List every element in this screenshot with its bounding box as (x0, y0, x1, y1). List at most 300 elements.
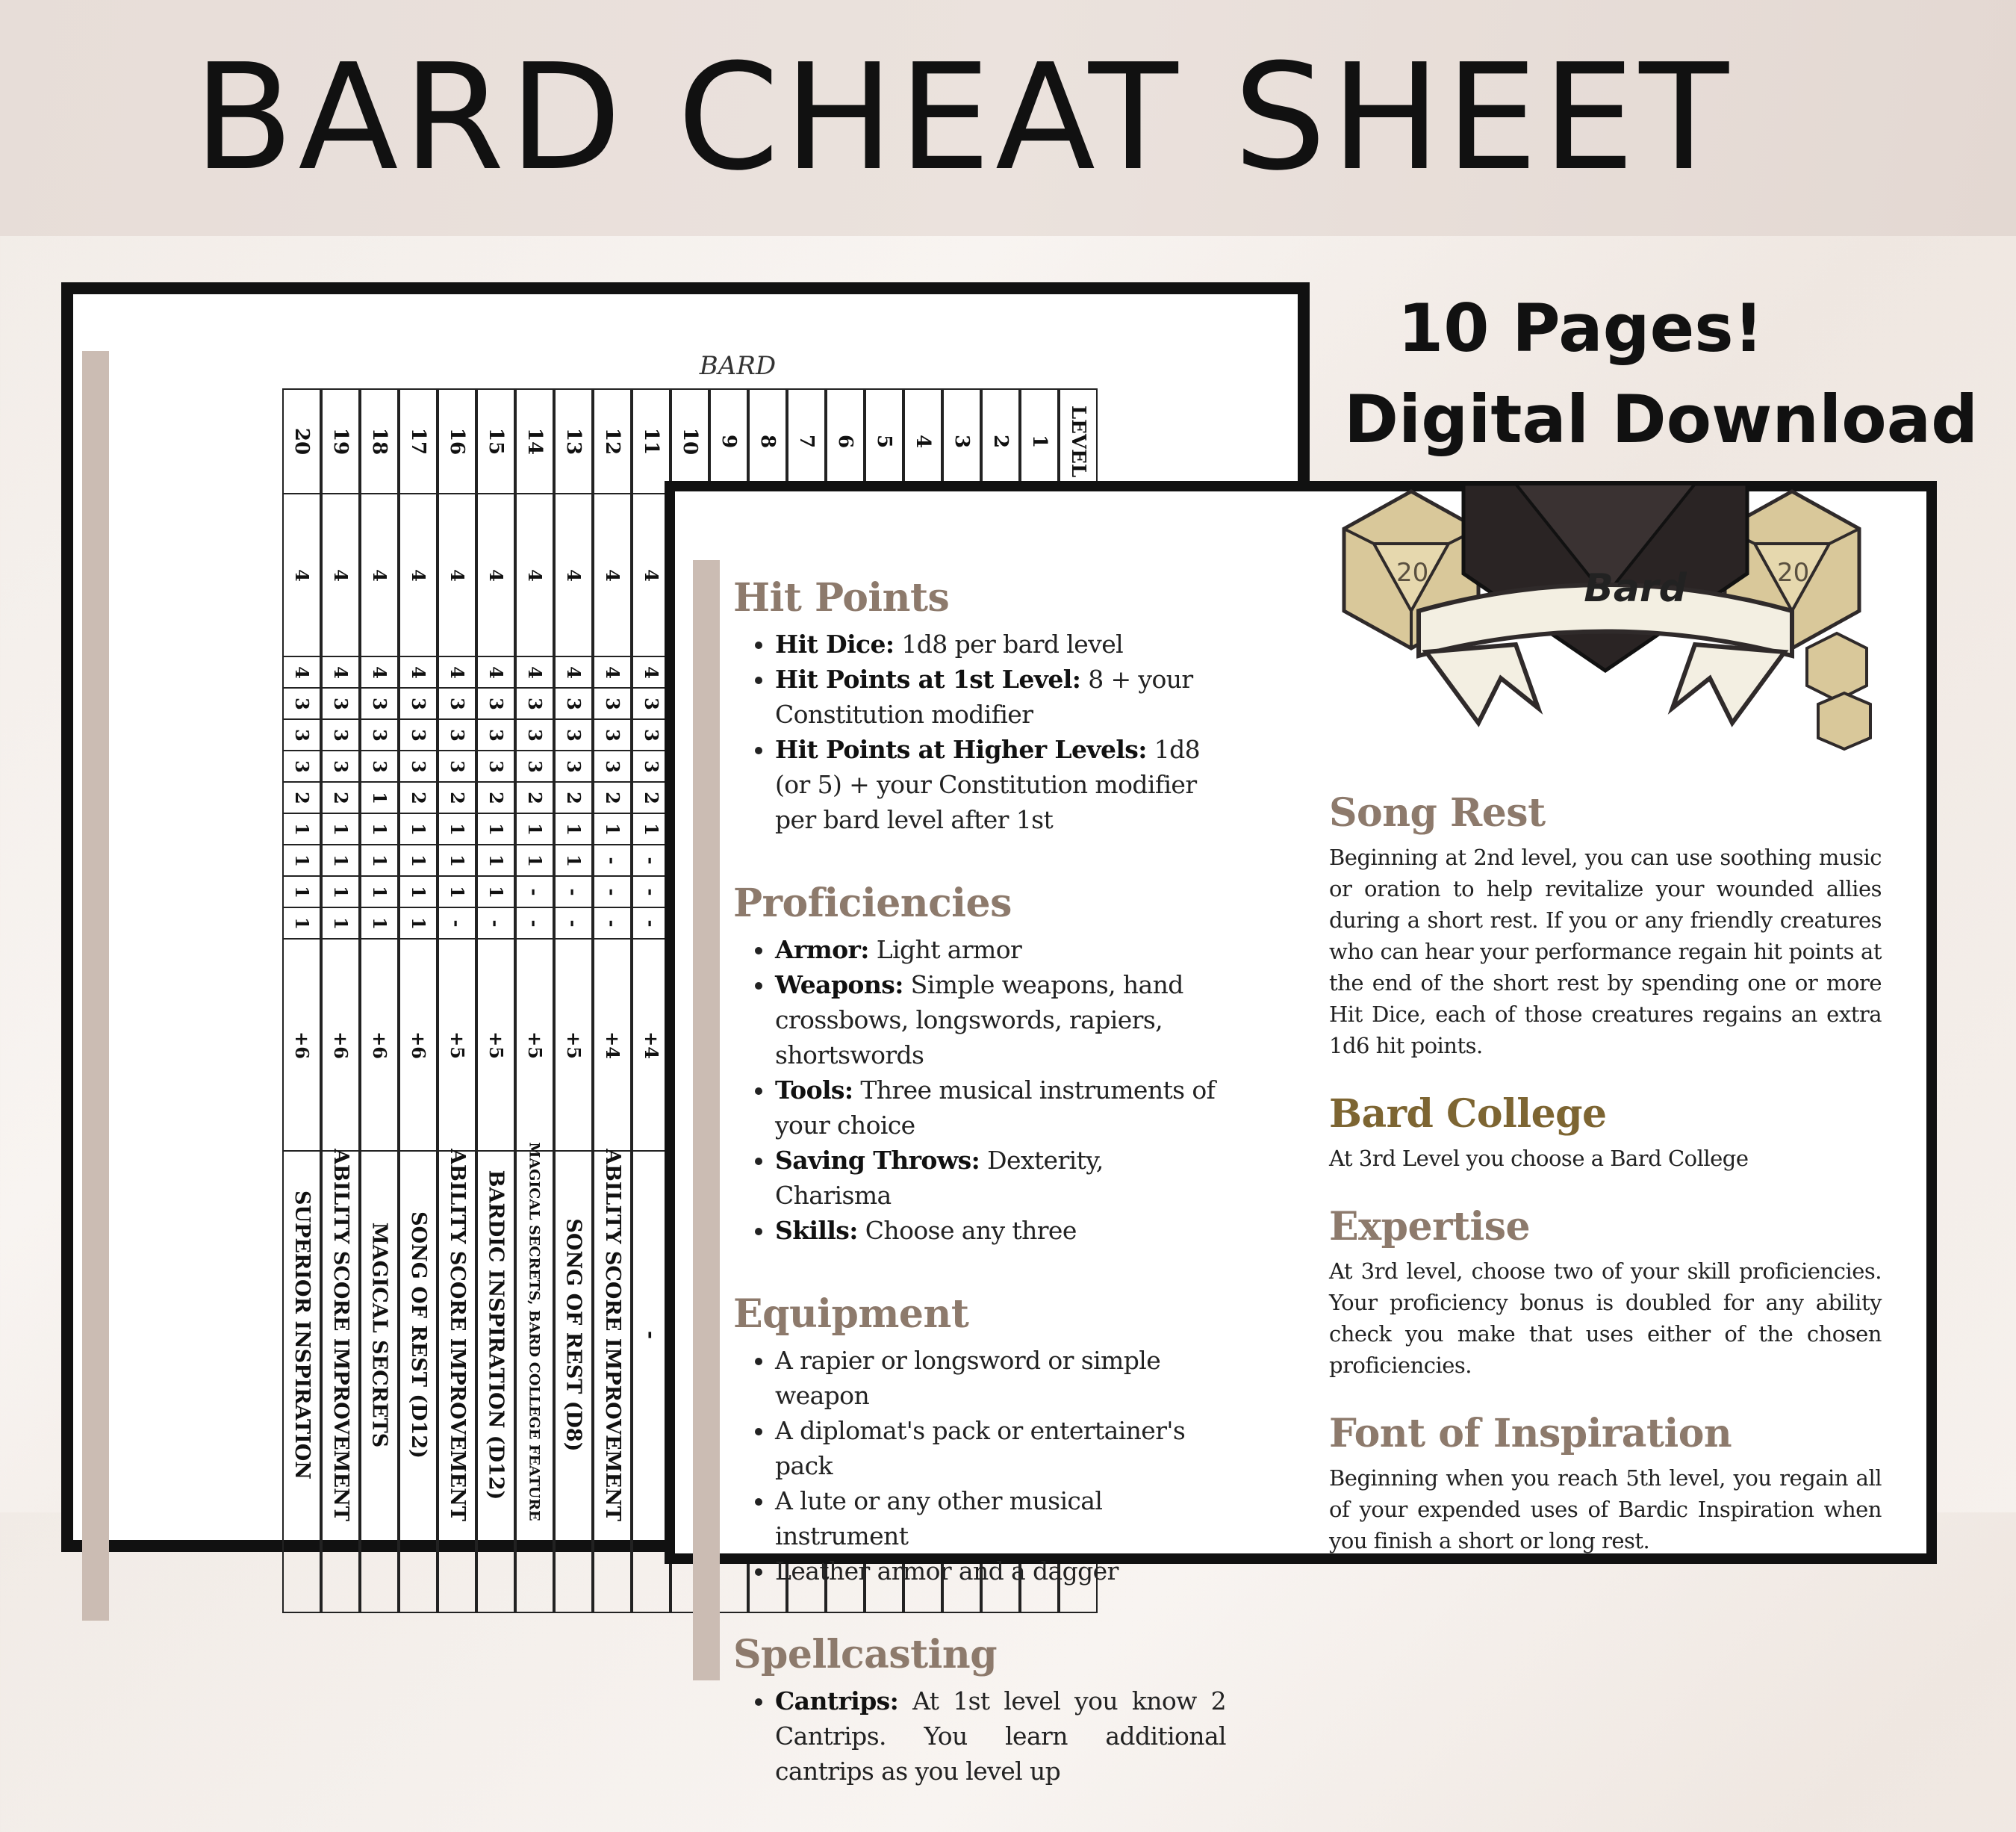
table-cell (439, 781, 475, 813)
level-column (399, 388, 438, 1613)
table-cell (439, 493, 475, 656)
table-cell (633, 813, 669, 844)
cell-text: 9 (718, 434, 740, 449)
table-cell (400, 493, 436, 656)
cell-text: - (485, 919, 507, 927)
proficiency-bonus-cell (594, 938, 630, 1150)
level-column (321, 388, 360, 1613)
cell-text: 3 (485, 760, 507, 773)
table-cell (478, 875, 514, 907)
cell-text: 10 (679, 427, 701, 456)
proficiency-bonus-cell (517, 938, 553, 1150)
cell-text: 1 (446, 885, 468, 898)
cell-text: - (640, 919, 662, 927)
cell-text: 4 (640, 568, 662, 582)
feature-cell (439, 1150, 475, 1615)
table-cell (361, 656, 397, 687)
cell-text: 1 (290, 885, 313, 898)
list-item: • Tools: Three musical instruments of your choice (775, 1072, 1226, 1143)
list-item: • Armor: Light armor (775, 932, 1226, 967)
feature-cell (323, 1150, 358, 1615)
table-cell (439, 687, 475, 718)
table-cell (400, 813, 436, 844)
table-cell (517, 875, 553, 907)
list-item: • Saving Throws: Dexterity, Charisma (775, 1143, 1226, 1213)
cell-text: 1 (523, 822, 546, 836)
cell-text: 1 (1028, 434, 1051, 449)
table-cell (633, 781, 669, 813)
table-cell (556, 750, 591, 781)
table-cell (361, 493, 397, 656)
hit-points-list (733, 627, 1226, 837)
cell-text: 3 (640, 728, 662, 742)
table-cell (284, 844, 320, 875)
proficiency-bonus-cell (633, 938, 669, 1150)
list-item: • Hit Points at Higher Levels: 1d8 (or 5) + your Constitution modifier per bard level after 1st (775, 732, 1226, 837)
table-cell (478, 750, 514, 781)
table-cell (400, 687, 436, 718)
cell-text: 1 (601, 822, 623, 836)
cell-text: 4 (912, 434, 934, 449)
cell-text: LEVEL (1067, 405, 1089, 478)
cell-text: +5 (446, 1031, 468, 1059)
cell-text: 1 (368, 822, 391, 836)
cell-text: 1 (640, 822, 662, 836)
cell-text: 4 (523, 665, 546, 679)
spellcasting-heading: Spellcasting (733, 1632, 998, 1677)
level-cell (594, 390, 630, 493)
table-cell (556, 656, 591, 687)
cell-text: 7 (795, 434, 818, 449)
cell-text: 4 (290, 665, 313, 679)
dice-emblem (1329, 484, 1882, 798)
table-cell (361, 750, 397, 781)
level-column (282, 388, 321, 1613)
table-cell (517, 844, 553, 875)
cell-text: 1 (368, 916, 391, 930)
table-cell (556, 493, 591, 656)
level-cell (517, 390, 553, 493)
level-cell (750, 390, 785, 493)
cell-text: - (601, 888, 623, 895)
cell-text: 2 (640, 791, 662, 804)
table-cell (478, 844, 514, 875)
cell-text: 1 (329, 885, 352, 898)
class-features-sheet (665, 481, 1937, 1786)
cell-text: 18 (368, 427, 391, 456)
feature-cell (400, 1150, 436, 1615)
level-cell (439, 390, 475, 493)
cell-text: +4 (601, 1031, 623, 1059)
cell-text: 1 (562, 822, 585, 836)
level-cell (1060, 390, 1096, 493)
table-cell (633, 718, 669, 750)
expertise-text: At 3rd level, choose two of your skill proficiencies. Your proficiency bonus is doubled for any ability check you make that uses either of the chosen proficiencies. (1329, 1258, 1882, 1378)
small-d20-icon (1807, 633, 1870, 749)
song-rest-heading: Song Rest (1329, 790, 1546, 836)
emblem-label: Bard (1584, 566, 1687, 611)
hit-points-heading: Hit Points (733, 575, 950, 621)
cell-text: 8 (756, 434, 779, 449)
left-column (733, 575, 1226, 1832)
cell-text: 1 (446, 854, 468, 867)
cell-text: 4 (485, 665, 507, 679)
cell-text: 16 (446, 427, 468, 456)
feature-cell (594, 1150, 630, 1615)
table-cell (284, 718, 320, 750)
cell-text: 3 (290, 697, 313, 710)
cell-text: 4 (601, 568, 623, 582)
cell-text: 3 (485, 697, 507, 710)
cell-text: 5 (873, 434, 895, 449)
level-cell (983, 390, 1018, 493)
cell-text: 4 (485, 568, 507, 582)
table-cell (400, 781, 436, 813)
cell-text: 3 (951, 434, 973, 449)
table-cell (439, 813, 475, 844)
cell-text: 3 (523, 728, 546, 742)
table-cell (594, 493, 630, 656)
cell-text: 3 (368, 697, 391, 710)
cell-text: 1 (523, 854, 546, 867)
level-cell (400, 390, 436, 493)
table-cell (323, 493, 358, 656)
cell-text: 4 (368, 568, 391, 582)
level-column (438, 388, 476, 1613)
cell-text: 3 (562, 697, 585, 710)
table-cell (633, 750, 669, 781)
table-cell (556, 781, 591, 813)
list-item: • A rapier or longsword or simple weapon (775, 1343, 1226, 1413)
cell-text: 3 (446, 760, 468, 773)
page-count-label: 10 Pages! (1398, 290, 1764, 367)
level-cell (323, 390, 358, 493)
cell-text: SONG OF REST (D12) (406, 1211, 430, 1459)
level-cell (478, 390, 514, 493)
font-of-inspiration-text: Beginning when you reach 5th level, you regain all of your expended uses of Bardic Inspiration when you finish a short or long rest. (1329, 1465, 1882, 1553)
dice-emblem-graphic (1329, 484, 1882, 798)
table-cell (284, 875, 320, 907)
cell-text: 4 (290, 568, 313, 582)
cell-text: 3 (523, 697, 546, 710)
table-cell (361, 907, 397, 938)
table-cell (556, 875, 591, 907)
cell-text: +6 (368, 1031, 391, 1059)
table-cell (517, 813, 553, 844)
proficiencies-list (733, 932, 1226, 1248)
list-item: • Leather armor and a dagger (775, 1553, 1226, 1589)
list-item: • Skills: Choose any three (775, 1213, 1226, 1248)
cell-text: 3 (601, 728, 623, 742)
cell-text: 2 (485, 791, 507, 804)
cell-text: 1 (485, 885, 507, 898)
bard-college-text: At 3rd Level you choose a Bard College (1329, 1146, 1749, 1171)
table-cell (556, 687, 591, 718)
table-cell (594, 875, 630, 907)
cell-text: ABILITY SCORE IMPROVEMENT (600, 1149, 624, 1521)
cell-text: 2 (523, 791, 546, 804)
table-cell (594, 813, 630, 844)
level-cell (361, 390, 397, 493)
level-cell (866, 390, 902, 493)
list-item: • Cantrips: At 1st level you know 2 Cantrips. You learn additional cantrips as you level up (775, 1683, 1226, 1789)
level-cell (788, 390, 824, 493)
table-cell (594, 907, 630, 938)
table-cell (361, 718, 397, 750)
font-of-inspiration-heading: Font of Inspiration (1329, 1411, 1732, 1456)
table-cell (284, 750, 320, 781)
table-cell (633, 907, 669, 938)
table-cell (594, 781, 630, 813)
cell-text: 3 (407, 728, 429, 742)
cell-text: 3 (329, 760, 352, 773)
spellcasting-list (733, 1683, 1226, 1789)
cell-text: 13 (562, 427, 585, 456)
cell-text: 4 (523, 568, 546, 582)
cell-text: 4 (329, 568, 352, 582)
table-cell (594, 687, 630, 718)
feature-cell (361, 1150, 397, 1615)
table-cell (284, 656, 320, 687)
download-label: Digital Download (1344, 381, 1979, 458)
table-cell (594, 718, 630, 750)
cell-text: - (601, 919, 623, 927)
cell-text: +5 (523, 1031, 546, 1059)
cell-text: - (562, 888, 585, 895)
expertise-heading: Expertise (1329, 1204, 1531, 1249)
cell-text: - (640, 857, 662, 864)
cell-text: 2 (601, 791, 623, 804)
proficiency-bonus-cell (400, 938, 436, 1150)
table-cell (361, 875, 397, 907)
table-cell (323, 656, 358, 687)
table-cell (361, 813, 397, 844)
table-cell (478, 813, 514, 844)
table-cell (439, 844, 475, 875)
song-rest-text: Beginning at 2nd level, you can use soothing music or oration to help revitalize your wounded allies during a short rest. If you or any friendly creatures who can hear your performance regain hit points at the end of the short rest by spending one or more Hit Dice, each of those creatures regains an extra 1d6 hit points. (1329, 845, 1882, 1058)
cell-text: 3 (485, 728, 507, 742)
table-cell (284, 687, 320, 718)
level-column (554, 388, 593, 1613)
proficiency-bonus-cell (323, 938, 358, 1150)
table-cell (556, 907, 591, 938)
table-cell (400, 844, 436, 875)
table-cell (323, 907, 358, 938)
level-cell (905, 390, 941, 493)
table-cell (323, 781, 358, 813)
level-cell (284, 390, 320, 493)
cell-text: 20 (290, 427, 313, 456)
table-cell (323, 844, 358, 875)
cell-text: SONG OF REST (D8) (561, 1218, 585, 1452)
cell-text: +6 (407, 1031, 429, 1059)
cell-text: 1 (290, 916, 313, 930)
cell-text: BARDIC INSPIRATION (D12) (484, 1170, 508, 1500)
table-cell (517, 907, 553, 938)
feature-cell (478, 1150, 514, 1615)
cell-text: 1 (329, 916, 352, 930)
level-cell (827, 390, 863, 493)
cell-text: 3 (290, 728, 313, 742)
cell-text: 3 (407, 697, 429, 710)
cell-text: - (523, 919, 546, 927)
table-cell (439, 907, 475, 938)
cell-text: - (523, 888, 546, 895)
cell-text: 3 (523, 760, 546, 773)
table-cell (517, 750, 553, 781)
cell-text: 2 (290, 791, 313, 804)
level-column (515, 388, 554, 1613)
cell-text: 3 (446, 728, 468, 742)
table-cell (323, 875, 358, 907)
cell-text: +6 (290, 1031, 313, 1059)
cell-text: 3 (368, 760, 391, 773)
table-cell (478, 493, 514, 656)
cell-text: SUPERIOR INSPIRATION (290, 1190, 314, 1479)
cell-text: 3 (562, 760, 585, 773)
table-cell (400, 875, 436, 907)
table-cell (323, 750, 358, 781)
cell-text: 4 (329, 665, 352, 679)
table-cell (633, 875, 669, 907)
table-cell (439, 656, 475, 687)
table-cell (478, 687, 514, 718)
cell-text: 3 (640, 760, 662, 773)
cell-text: 3 (562, 728, 585, 742)
cell-text: - (446, 919, 468, 927)
cell-text: 1 (407, 822, 429, 836)
cell-text: 1 (446, 822, 468, 836)
cell-text: 4 (407, 568, 429, 582)
proficiency-bonus-cell (478, 938, 514, 1150)
table-cell (633, 687, 669, 718)
cell-text: 1 (407, 916, 429, 930)
cell-text: 4 (562, 665, 585, 679)
level-cell (556, 390, 591, 493)
level-cell (633, 390, 669, 493)
sheet-shadow (693, 560, 720, 1680)
feature-cell (556, 1150, 591, 1615)
cell-text: 2 (407, 791, 429, 804)
cell-text: 4 (562, 568, 585, 582)
cell-text: 3 (407, 760, 429, 773)
cell-text: 3 (601, 697, 623, 710)
table-cell (323, 813, 358, 844)
cell-text: 4 (446, 665, 468, 679)
proficiency-bonus-cell (556, 938, 591, 1150)
list-item: • Weapons: Simple weapons, hand crossbows, longswords, rapiers, shortswords (775, 967, 1226, 1072)
list-item: • A diplomat's pack or entertainer's pack (775, 1413, 1226, 1483)
table-cell (361, 781, 397, 813)
table-cell (323, 687, 358, 718)
table-cell (323, 718, 358, 750)
table-cell (633, 493, 669, 656)
table-cell (361, 844, 397, 875)
cell-text: 14 (523, 427, 546, 456)
cell-text: ABILITY SCORE IMPROVEMENT (329, 1149, 352, 1521)
table-cell (284, 907, 320, 938)
cell-text: +5 (562, 1031, 585, 1059)
cell-text: - (601, 857, 623, 864)
cell-text: - (640, 888, 662, 895)
cell-text: 1 (368, 791, 391, 804)
page-title: BARD CHEAT SHEET (193, 33, 1734, 203)
cell-text: 1 (407, 854, 429, 867)
cell-text: 3 (329, 697, 352, 710)
cell-text: 2 (562, 791, 585, 804)
cell-text: 1 (368, 854, 391, 867)
cell-text: 4 (640, 665, 662, 679)
cell-text: MAGICAL SECRETS, BARD COLLEGE FEATURE (526, 1142, 543, 1521)
table-cell (361, 687, 397, 718)
list-item: • Hit Dice: 1d8 per bard level (775, 627, 1226, 662)
cell-text: 3 (640, 697, 662, 710)
table-cell (556, 844, 591, 875)
equipment-list (733, 1343, 1226, 1589)
cell-text: 1 (368, 885, 391, 898)
equipment-heading: Equipment (733, 1291, 969, 1337)
level-column (593, 388, 632, 1613)
table-cell (556, 718, 591, 750)
proficiency-bonus-cell (284, 938, 320, 1150)
cell-text: 11 (640, 427, 662, 456)
cell-text: 1 (485, 854, 507, 867)
cell-text: 4 (601, 665, 623, 679)
table-cell (400, 718, 436, 750)
table-cell (517, 656, 553, 687)
cell-text: 1 (562, 854, 585, 867)
cell-text: 2 (989, 434, 1012, 449)
table-cell (517, 687, 553, 718)
level-cell (1021, 390, 1057, 493)
level-cell (944, 390, 980, 493)
proficiencies-heading: Proficiencies (733, 881, 1012, 926)
table-cell (517, 718, 553, 750)
table-cell (400, 656, 436, 687)
table-cell (517, 781, 553, 813)
table-cell (594, 844, 630, 875)
table-cell (556, 813, 591, 844)
cell-text: 12 (601, 427, 623, 456)
table-cell (517, 493, 553, 656)
svg-text:20: 20 (1396, 558, 1429, 588)
cell-text: +4 (640, 1031, 662, 1059)
right-column (1329, 790, 1882, 1586)
feature-cell (517, 1142, 553, 1615)
cell-text: 1 (329, 854, 352, 867)
cell-text: 17 (407, 427, 429, 456)
level-column (360, 388, 399, 1613)
table-cell (400, 750, 436, 781)
cell-text: 3 (290, 760, 313, 773)
cell-text: MAGICAL SECRETS (367, 1222, 391, 1448)
cell-text: +6 (329, 1031, 352, 1059)
cell-text: 1 (407, 885, 429, 898)
list-item: • A lute or any other musical instrument (775, 1483, 1226, 1553)
cell-text: 19 (329, 427, 352, 456)
table-cell (439, 875, 475, 907)
table-cell (439, 718, 475, 750)
sheet-title: BARD (699, 351, 777, 381)
cell-text: 1 (290, 854, 313, 867)
table-cell (400, 907, 436, 938)
table-cell (478, 907, 514, 938)
bard-college-heading: Bard College (1329, 1091, 1607, 1137)
cell-text: 3 (329, 728, 352, 742)
cell-text: 6 (834, 434, 856, 449)
cell-text: 2 (446, 791, 468, 804)
cell-text: 1 (290, 822, 313, 836)
